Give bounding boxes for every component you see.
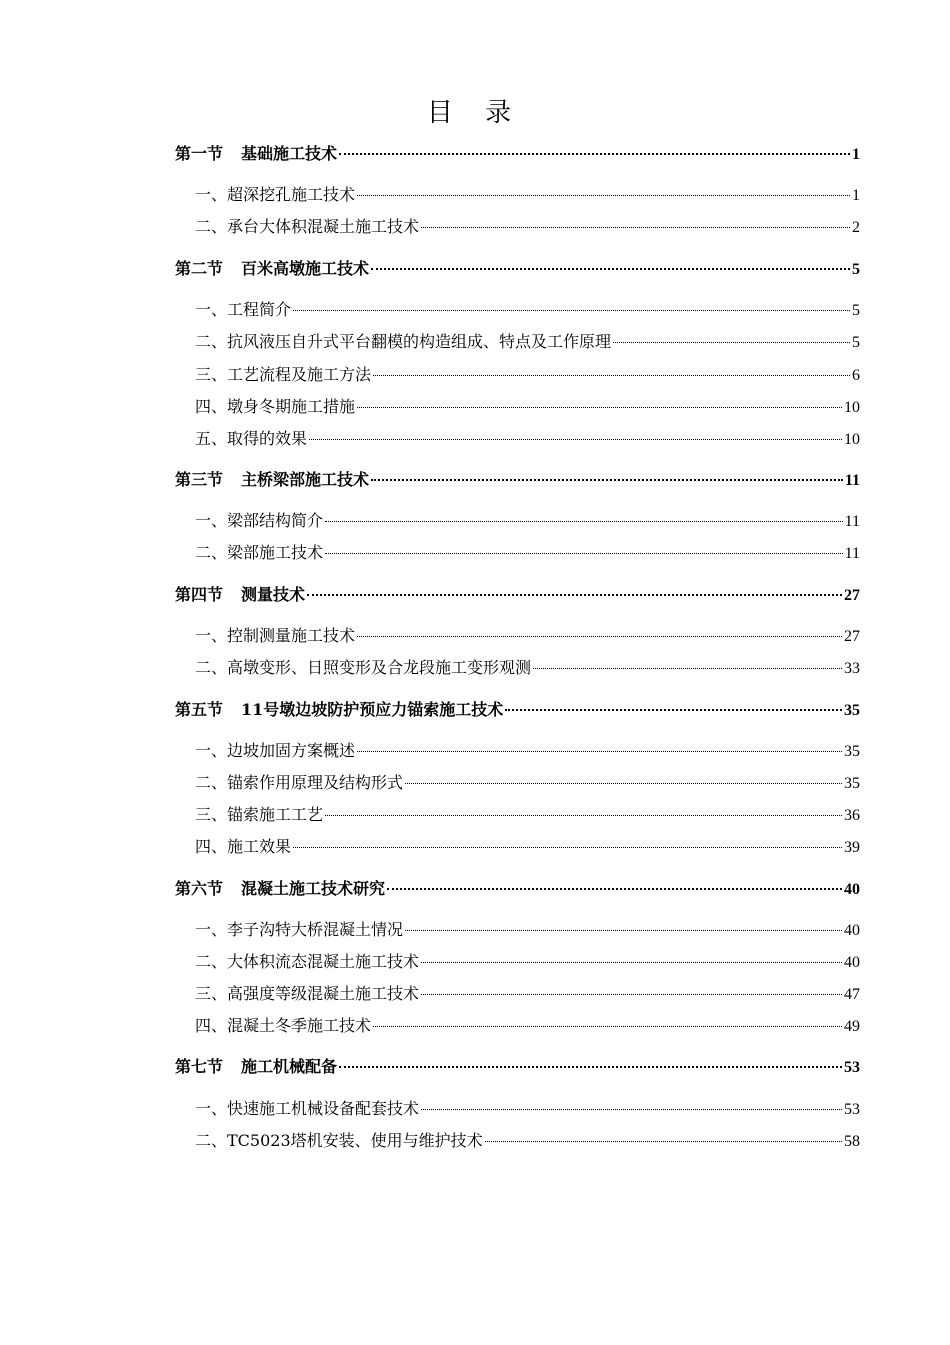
toc-section-number: 第二节 — [175, 259, 224, 278]
toc-entry-label — [195, 772, 403, 794]
toc-section-entry — [175, 699, 860, 721]
toc-dot-leader — [405, 930, 842, 931]
toc-page-number: 5 — [852, 334, 860, 351]
toc-dot-leader — [325, 815, 842, 816]
toc-page-number: 36 — [844, 807, 860, 824]
toc-subsection-entry — [195, 1015, 860, 1037]
toc-entry-label — [195, 428, 307, 450]
toc-dot-leader — [421, 227, 850, 228]
toc-dot-leader — [405, 783, 842, 784]
toc-entry-text: 二、锚索作用原理及结构形式 — [195, 773, 404, 792]
toc-entry-text: 一、梁部结构简介 — [195, 511, 324, 530]
toc-dot-leader — [293, 310, 850, 311]
toc-page-number: 53 — [844, 1059, 860, 1076]
toc-section-entry — [175, 143, 860, 165]
toc-title: 目 录 — [426, 98, 524, 128]
toc-subsection-entry — [195, 1130, 860, 1152]
toc-dot-leader — [325, 521, 843, 522]
toc-entry-text: 一、快速施工机械设备配套技术 — [195, 1099, 420, 1118]
toc-dot-leader — [357, 195, 850, 196]
toc-subsection-entry — [195, 184, 860, 206]
toc-entry-label — [195, 919, 403, 941]
toc-subsection-entry — [195, 299, 860, 321]
toc-entry-text: 施工机械配备 — [241, 1057, 338, 1076]
toc-page-number: 58 — [844, 1133, 860, 1150]
toc-entry-label — [175, 258, 369, 280]
toc-dot-leader — [373, 1026, 842, 1027]
toc-entry-label — [175, 699, 503, 721]
toc-entry-text: 四、混凝土冬季施工技术 — [195, 1016, 372, 1035]
toc-entry-text: 百米高墩施工技术 — [241, 259, 370, 278]
toc-subsection-entry — [195, 836, 860, 858]
toc-entry-label — [195, 331, 611, 353]
toc-page-number: 39 — [844, 839, 860, 856]
toc-page-number: 11 — [844, 472, 860, 489]
toc-page-number: 35 — [844, 743, 860, 760]
toc-entry-label — [195, 364, 371, 386]
toc-entry-label — [195, 657, 531, 679]
toc-entry-label — [195, 299, 291, 321]
toc-subsection-entry — [195, 396, 860, 418]
toc-dot-leader — [485, 1141, 842, 1142]
toc-entry-text: 五、取得的效果 — [195, 429, 308, 448]
toc-dot-leader — [387, 888, 842, 890]
toc-subsection-entry — [195, 331, 860, 353]
toc-section-number: 第七节 — [175, 1057, 224, 1076]
toc-entry-text: 二、高墩变形、日照变形及合龙段施工变形观测 — [195, 658, 532, 677]
toc-page-number: 53 — [844, 1101, 860, 1118]
toc-entry-text: 二、梁部施工技术 — [195, 543, 324, 562]
toc-page-number: 2 — [852, 219, 860, 236]
toc-page-number: 47 — [844, 986, 860, 1003]
toc-entry-label — [195, 625, 355, 647]
toc-dot-leader — [505, 709, 842, 711]
toc-section-number: 第四节 — [175, 585, 224, 604]
toc-entry-label — [175, 469, 369, 491]
toc-page-number: 35 — [844, 702, 860, 719]
toc-dot-leader — [357, 751, 842, 752]
toc-subsection-entry — [195, 216, 860, 238]
toc-page-number: 11 — [844, 545, 860, 562]
toc-section-number: 第一节 — [175, 144, 224, 163]
toc-subsection-entry — [195, 983, 860, 1005]
toc-section-entry — [175, 469, 860, 491]
toc-entry-label — [195, 740, 355, 762]
toc-entry-label — [195, 1130, 483, 1152]
toc-page-number: 40 — [844, 954, 860, 971]
toc-dot-leader — [371, 479, 843, 481]
toc-entry-text: 主桥梁部施工技术 — [241, 470, 370, 489]
toc-entry-text: 11号墩边坡防护预应力锚索施工技术 — [241, 700, 504, 719]
toc-subsection-entry — [195, 919, 860, 941]
toc-page-number: 35 — [844, 775, 860, 792]
toc-page-number: 40 — [844, 881, 860, 898]
toc-page-number: 1 — [852, 146, 860, 163]
toc-section-number: 第三节 — [175, 470, 224, 489]
toc-subsection-entry — [195, 542, 860, 564]
toc-dot-leader — [339, 153, 850, 155]
toc-subsection-entry — [195, 428, 860, 450]
toc-dot-leader — [373, 375, 850, 376]
toc-entry-label — [175, 143, 337, 165]
toc-page-number: 5 — [852, 261, 860, 278]
toc-dot-leader — [309, 439, 842, 440]
toc-section-number: 第五节 — [175, 700, 224, 719]
toc-section-entry — [175, 878, 860, 900]
toc-entry-text: 二、承台大体积混凝土施工技术 — [195, 217, 420, 236]
toc-dot-leader — [325, 553, 843, 554]
toc-page-number: 11 — [844, 513, 860, 530]
toc-subsection-entry — [195, 772, 860, 794]
toc-entry-text: 一、超深挖孔施工技术 — [195, 185, 356, 204]
toc-entry-label — [195, 1098, 419, 1120]
toc-subsection-entry — [195, 625, 860, 647]
toc-entry-text: 三、高强度等级混凝土施工技术 — [195, 984, 420, 1003]
toc-entry-label — [175, 584, 305, 606]
toc-entry-text: 一、李子沟特大桥混凝土情况 — [195, 920, 404, 939]
toc-entry-label — [195, 836, 291, 858]
toc-page-number: 40 — [844, 922, 860, 939]
toc-page-number: 33 — [844, 660, 860, 677]
toc-entry-text: 二、TC5023塔机安装、使用与维护技术 — [195, 1131, 483, 1150]
toc-subsection-entry — [195, 740, 860, 762]
toc-subsection-entry — [195, 657, 860, 679]
toc-entry-label — [195, 1015, 371, 1037]
toc-subsection-entry — [195, 510, 860, 532]
toc-page-number: 10 — [844, 431, 860, 448]
toc-subsection-entry — [195, 951, 860, 973]
toc-entry-label — [195, 983, 419, 1005]
toc-dot-leader — [357, 407, 842, 408]
toc-entry-text: 三、锚索施工工艺 — [195, 805, 324, 824]
toc-page-number: 6 — [852, 367, 860, 384]
toc-dot-leader — [357, 636, 842, 637]
toc-entry-text: 一、控制测量施工技术 — [195, 626, 356, 645]
toc-entry-label — [175, 1056, 337, 1078]
toc-page-number: 1 — [852, 187, 860, 204]
toc-dot-leader — [613, 342, 850, 343]
toc-section-entry — [175, 258, 860, 280]
toc-entry-text: 基础施工技术 — [241, 144, 338, 163]
toc-page-number: 27 — [844, 587, 860, 604]
toc-dot-leader — [293, 847, 842, 848]
toc-entry-label — [195, 804, 323, 826]
toc-entry-text: 二、抗风液压自升式平台翻模的构造组成、特点及工作原理 — [195, 332, 612, 351]
toc-dot-leader — [307, 594, 842, 596]
toc-dot-leader — [533, 668, 842, 669]
toc-entry-label — [195, 216, 419, 238]
toc-page-number: 10 — [844, 399, 860, 416]
toc-entry-label — [195, 542, 323, 564]
toc-subsection-entry — [195, 364, 860, 386]
toc-entry-text: 三、工艺流程及施工方法 — [195, 365, 372, 384]
toc-entry-text: 四、墩身冬期施工措施 — [195, 397, 356, 416]
toc-subsection-entry — [195, 804, 860, 826]
toc-entry-text: 二、大体积流态混凝土施工技术 — [195, 952, 420, 971]
toc-dot-leader — [421, 1109, 842, 1110]
toc-entry-label — [195, 510, 323, 532]
toc-dot-leader — [421, 994, 842, 995]
toc-section-entry — [175, 1056, 860, 1078]
toc-entry-text: 测量技术 — [241, 585, 306, 604]
toc-page-number: 27 — [844, 628, 860, 645]
toc-page-number: 49 — [844, 1018, 860, 1035]
toc-entry-text: 混凝土施工技术研究 — [241, 879, 386, 898]
toc-dot-leader — [339, 1066, 842, 1068]
toc-entry-text: 一、边坡加固方案概述 — [195, 741, 356, 760]
toc-dot-leader — [421, 962, 842, 963]
toc-page-number: 5 — [852, 302, 860, 319]
toc-entry-text: 一、工程简介 — [195, 300, 292, 319]
toc-entry-label — [195, 396, 355, 418]
toc-entry-text: 四、施工效果 — [195, 837, 292, 856]
toc-section-entry — [175, 584, 860, 606]
toc-entry-label — [195, 951, 419, 973]
toc-entry-label — [175, 878, 385, 900]
toc-entry-label — [195, 184, 355, 206]
toc-dot-leader — [371, 268, 850, 270]
toc-section-number: 第六节 — [175, 879, 224, 898]
toc-subsection-entry — [195, 1098, 860, 1120]
